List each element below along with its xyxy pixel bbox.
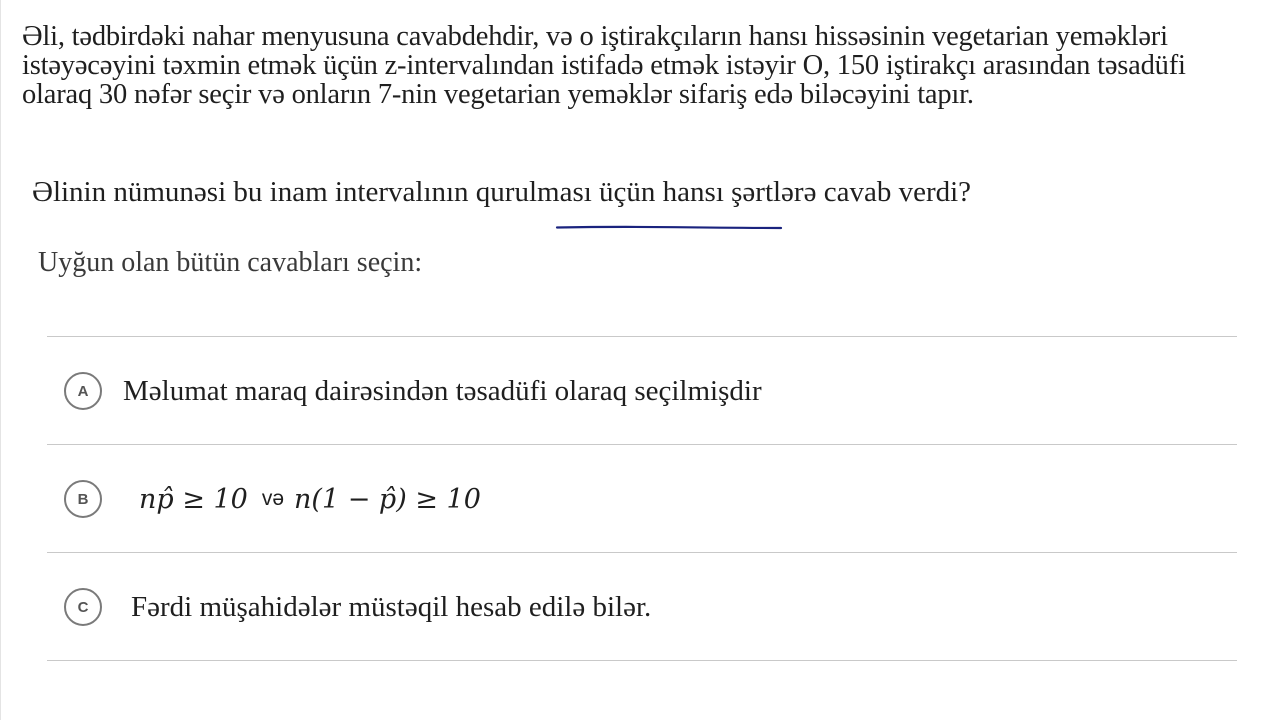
choice-a[interactable] (47, 337, 1237, 444)
choice-c[interactable] (47, 553, 1237, 660)
choice-b-formula (139, 479, 481, 522)
choice-b[interactable] (47, 445, 1237, 552)
choice-a-text: Məlumat maraq dairəsindən təsadüfi olaraq seçilmişdir (123, 375, 762, 407)
choice-c-letter-badge[interactable]: C (64, 588, 102, 626)
choice-b-formula-right: n(1 − p̂) ≥ 10 (294, 484, 481, 515)
choice-b-letter-badge[interactable]: B (64, 480, 102, 518)
question-prompt: Əlinin nümunəsi bu inam intervalının qurulması üçün hansı şərtlərə cavab verdi? (32, 176, 972, 208)
handwritten-underline-annotation (555, 225, 783, 230)
page-left-border (0, 0, 1, 720)
choice-c-text: Fərdi müşahidələr müstəqil hesab edilə bilər. (131, 591, 652, 623)
select-all-instruction: Uyğun olan bütün cavabları seçin: (38, 247, 423, 278)
choices-bottom-divider (47, 660, 1237, 661)
choice-b-formula-left: np̂ ≥ 10 (139, 484, 248, 515)
choice-b-and-word: və (261, 487, 285, 510)
choice-a-letter-badge[interactable]: A (64, 372, 102, 410)
question-passage: Əli, tədbirdəki nahar menyusuna cavabdehdir, və o iştirakçıların hansı hissəsinin vegetarian yeməkləri istəyəcəyini təxmin etmək üçün z-intervalından istifadə etmək istəyir O, 150 iştirakçı arasından təsadüfi olaraq 30 nəfər seçir və onların 7-nin vegetarian yeməklər sifariş edə biləcəyini tapır. (22, 21, 1186, 110)
